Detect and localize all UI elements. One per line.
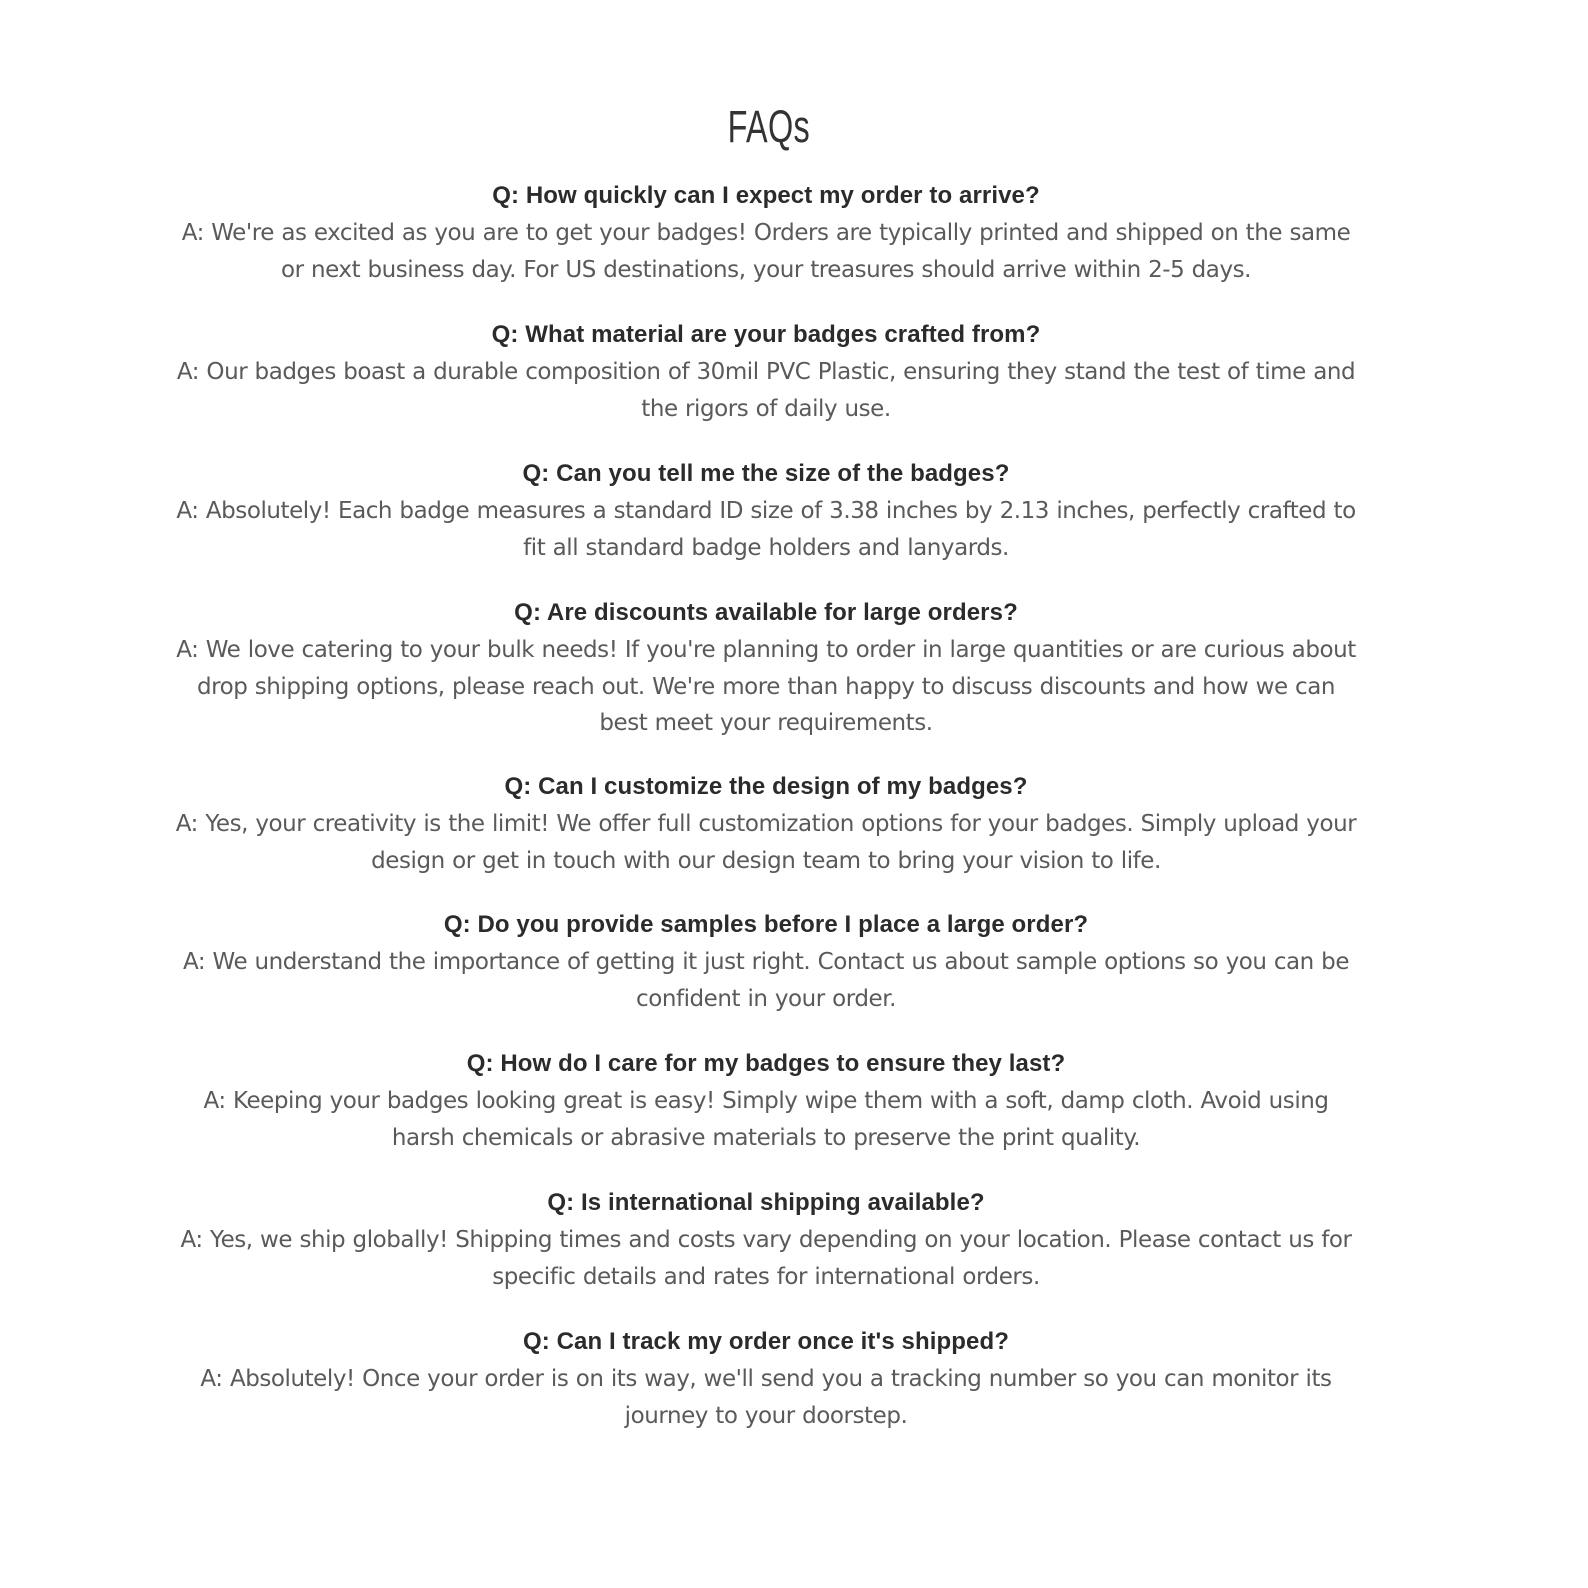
faq-item xyxy=(170,770,1362,879)
faq-answer: A: We're as excited as you are to get your badges! Orders are typically printed and shipped on the same or next business day. For US destinations, your treasures should arrive within 2-5 days. xyxy=(181,220,1351,283)
faq-item xyxy=(170,908,1362,1017)
faq-answer: A: We love catering to your bulk needs! If you're planning to order in large quantities or are curious about drop shipping options, please reach out. We're more than happy to discuss discounts and how we can best meet your requirements. xyxy=(176,637,1356,736)
faq-item xyxy=(170,596,1362,742)
faq-question: Q: Can you tell me the size of the badges? xyxy=(522,460,1010,487)
faq-question: Q: Can I customize the design of my badges? xyxy=(504,773,1028,800)
faq-item xyxy=(170,318,1362,427)
faq-answer: A: Yes, we ship globally! Shipping times and costs vary depending on your location. Please contact us for specific details and rates for international orders. xyxy=(180,1227,1352,1290)
page-title: FAQs xyxy=(727,101,811,152)
faq-question: Q: Are discounts available for large orders? xyxy=(514,599,1018,626)
faq-question: Q: Is international shipping available? xyxy=(547,1189,985,1216)
faq-answer: A: Absolutely! Once your order is on its way, we'll send you a tracking number so you can monitor its journey to your doorstep. xyxy=(200,1366,1332,1429)
faq-item xyxy=(170,1047,1362,1156)
faq-answer: A: Absolutely! Each badge measures a standard ID size of 3.38 inches by 2.13 inches, perfectly crafted to fit all standard badge holders and lanyards. xyxy=(176,498,1356,561)
faq-answer: A: Yes, your creativity is the limit! We offer full customization options for your badges. Simply upload your design or get in touch with our design team to bring your vision to life. xyxy=(175,811,1357,874)
faq-question: Q: How do I care for my badges to ensure they last? xyxy=(466,1050,1066,1077)
faq-question: Q: What material are your badges crafted from? xyxy=(491,321,1041,348)
faq-item xyxy=(170,179,1362,288)
faq-answer: A: Keeping your badges looking great is easy! Simply wipe them with a soft, damp cloth. Avoid using harsh chemicals or abrasive materials to preserve the print quality. xyxy=(203,1088,1329,1151)
faq-item xyxy=(170,457,1362,566)
faq-item xyxy=(170,1186,1362,1295)
faq-question: Q: Do you provide samples before I place a large order? xyxy=(443,911,1089,938)
faq-question: Q: How quickly can I expect my order to arrive? xyxy=(492,182,1040,209)
faq-question: Q: Can I track my order once it's shipped? xyxy=(522,1328,1010,1355)
faq-answer: A: We understand the importance of getting it just right. Contact us about sample options so you can be confident in your order. xyxy=(182,949,1350,1012)
faq-item xyxy=(170,1325,1362,1434)
faq-answer: A: Our badges boast a durable composition of 30mil PVC Plastic, ensuring they stand the test of time and the rigors of daily use. xyxy=(176,359,1356,422)
